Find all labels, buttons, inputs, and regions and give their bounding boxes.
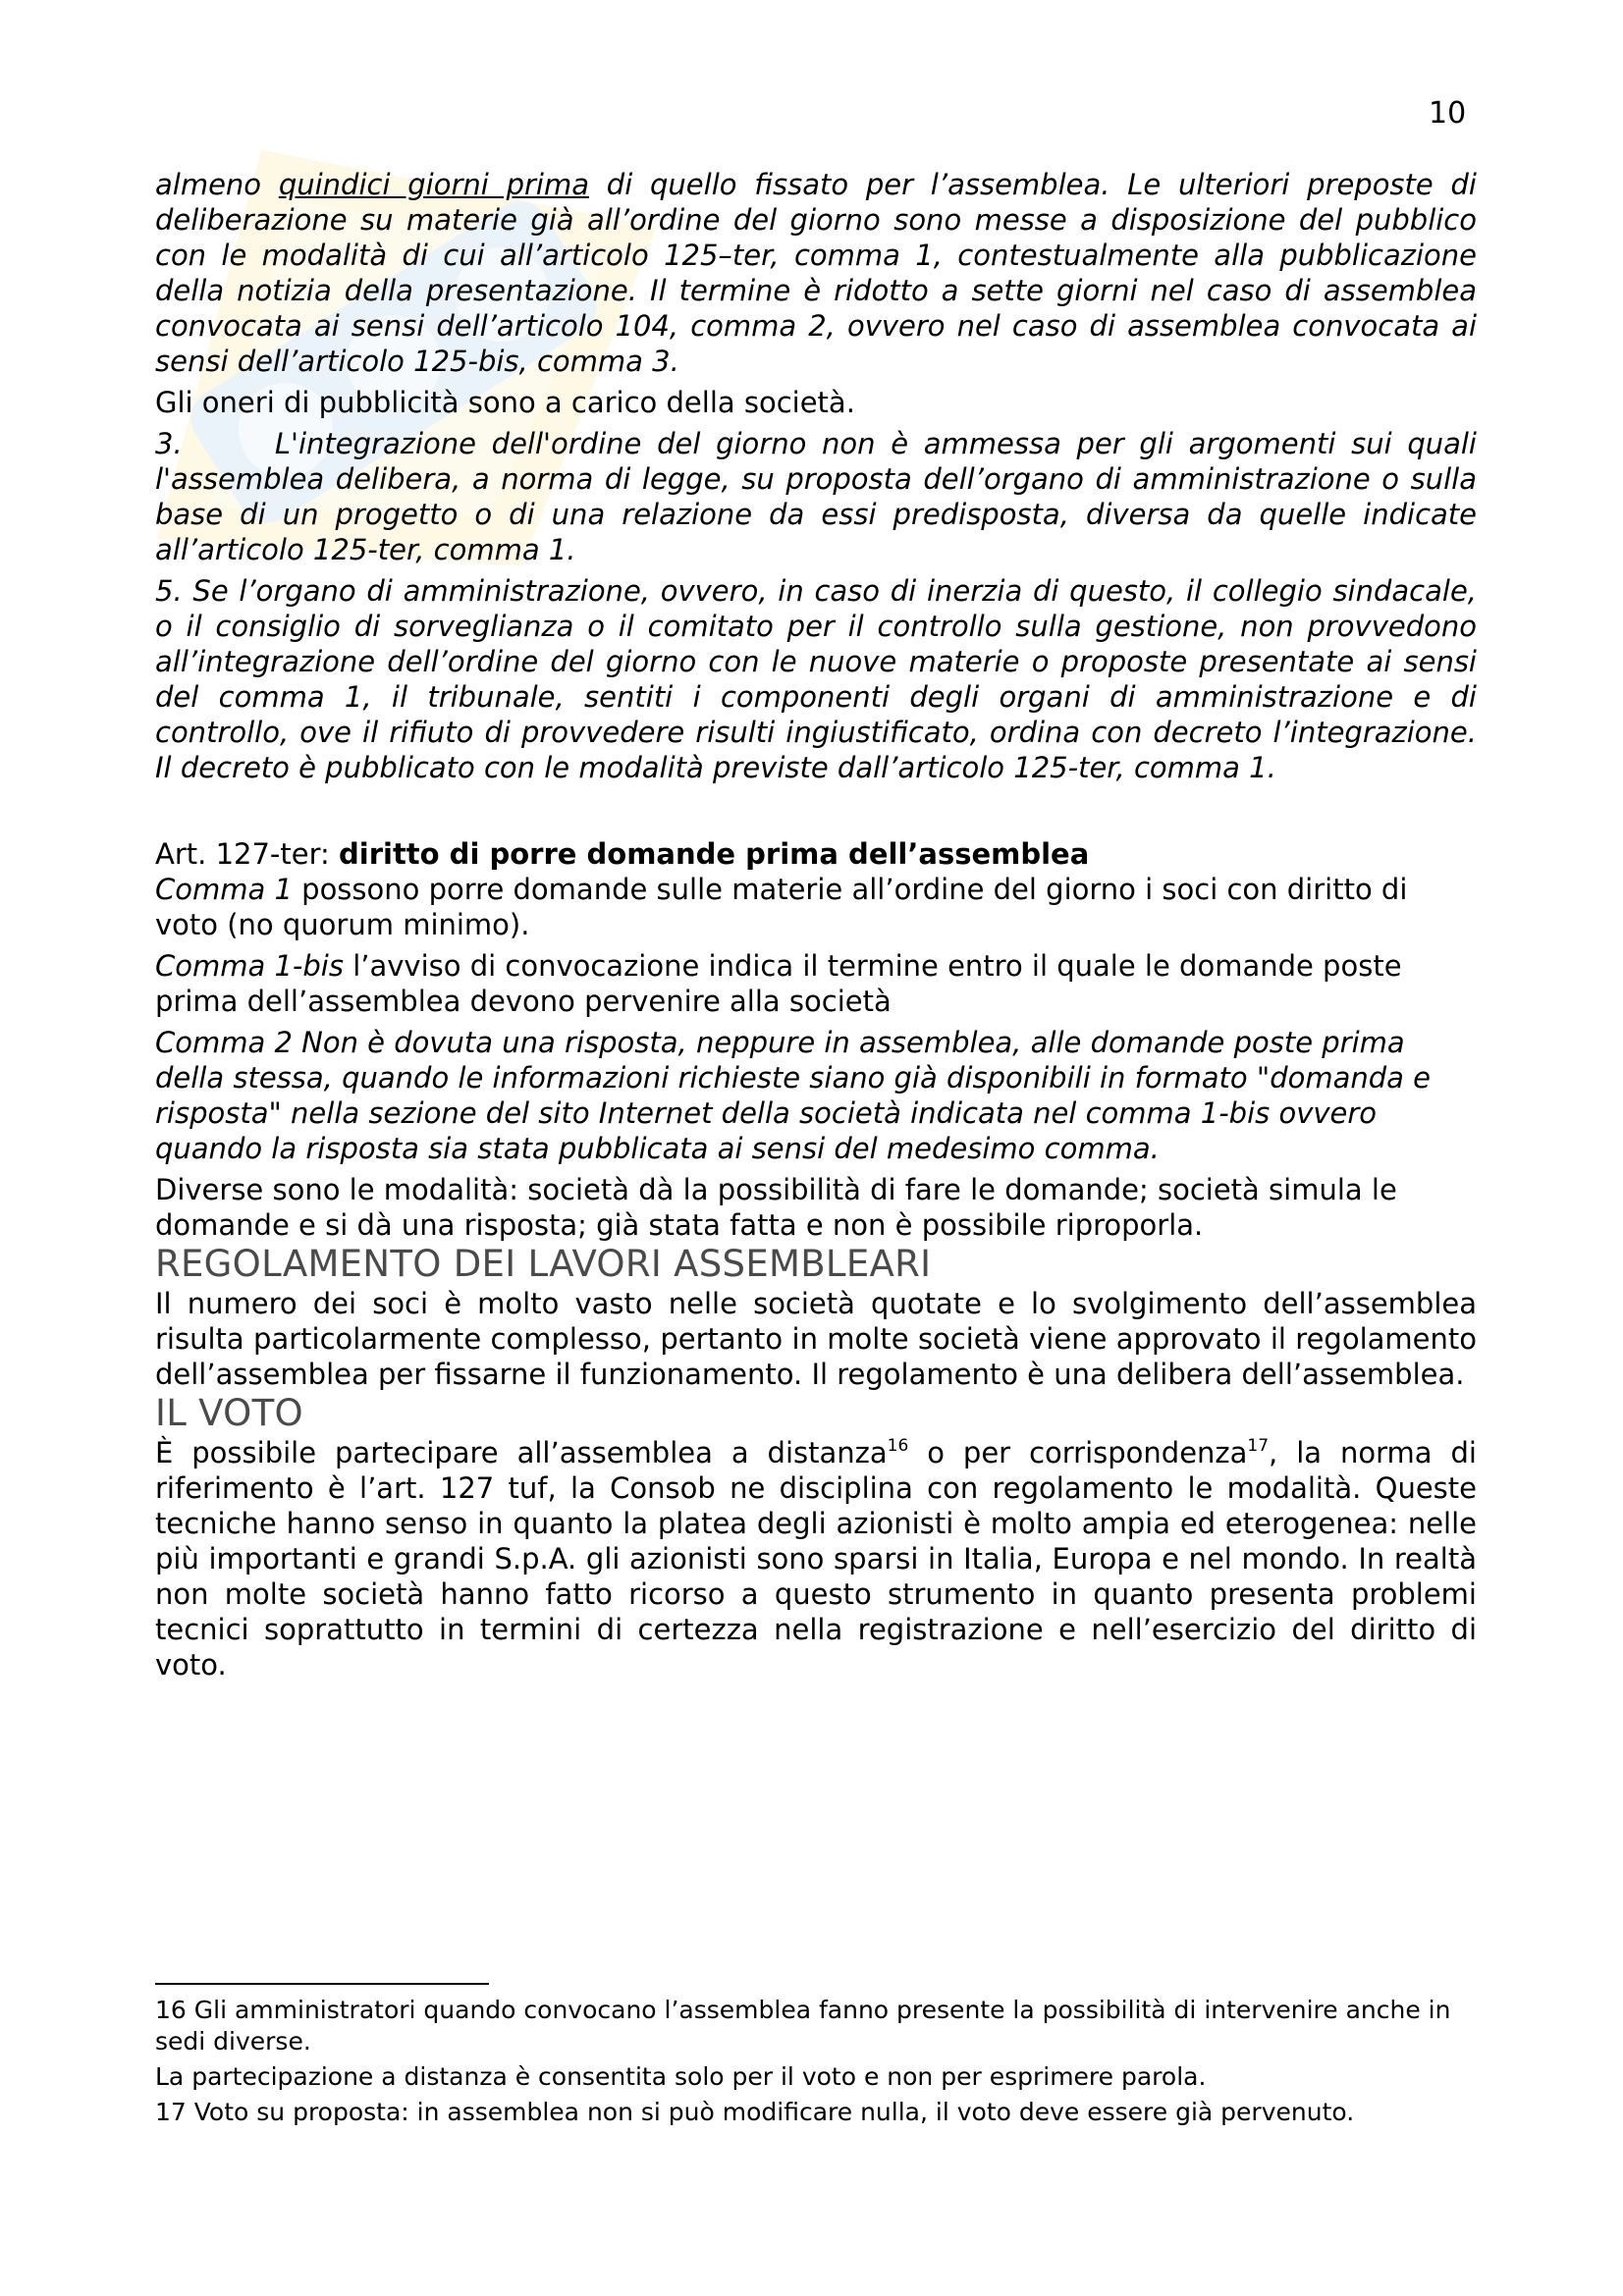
para-rest: di quello fissato per l’assemblea. Le ulteriori preposte di deliberazione su materie già all’ordine del giorno sono messe a disposizione del pubblico con le modalità di cui all’articolo 125–ter, comma 1, contestualmente alla pubblicazione della notizia della presentazione. Il termine è ridotto a sette giorni nel caso di assemblea convocata ai sensi dell’articolo 104, comma 2, ovvero nel caso di assemblea convocata ai sensi dell’articolo 125-bis, comma 3. xyxy=(155,168,1477,378)
article-prefix: Art. 127-ter: xyxy=(155,837,339,871)
paragraph-costs: Gli oneri di pubblicità sono a carico della società. xyxy=(155,386,855,419)
paragraph-3-text: L'integrazione dell'ordine del giorno non è ammessa per gli argomenti sui quali l'assemblea delibera, a norma di legge, su proposta dell’organo di amministrazione o sulla base di un progetto o di una relazione da essi predisposta, diversa da quelle indicate all’articolo 125-ter, comma 1. xyxy=(155,427,1477,566)
page-number: 10 xyxy=(1429,96,1467,131)
comma-1-bis-text: l’avviso di convocazione indica il termine entro il quale le domande poste prima dell’assemblea devono pervenire alla società xyxy=(155,949,1402,1018)
footnote-separator xyxy=(155,1983,489,1985)
comma-1-bis-label: Comma 1-bis xyxy=(155,949,344,983)
comma-1 xyxy=(155,872,1477,942)
article-heading xyxy=(155,836,1477,872)
section-heading-regolamento: REGOLAMENTO DEI LAVORI ASSEMBLEARI xyxy=(155,1243,932,1285)
voto-paragraph xyxy=(155,1435,1477,1682)
footnote-17: 17 Voto su proposta: in assemblea non si può modificare nulla, il voto deve essere già pervenuto. xyxy=(155,2098,1355,2126)
footnote-16-continued: La partecipazione a distanza è consentita solo per il voto e non per esprimere parola. xyxy=(155,2062,1207,2091)
voto-text-c: , la norma di riferimento è l’art. 127 tuf, la Consob ne disciplina con regolamento le modalità. Queste tecniche hanno senso in quanto la platea degli azionisti è molto ampia ed eterogenea: nelle più importanti e grandi S.p.A. gli azionisti sono sparsi in Italia, Europa e nel mondo. In realtà non molte società hanno fatto ricorso a questo strumento in quanto presenta problemi tecnici soprattutto in termini di certezza nella registrazione e nell’esercizio del diritto di voto. xyxy=(155,1436,1477,1682)
article-title: diritto di porre domande prima dell’assemblea xyxy=(339,837,1090,871)
paragraph-term xyxy=(155,167,1477,379)
paragraph-3 xyxy=(155,426,1477,567)
underlined-deadline: quindici giorni prima xyxy=(278,168,590,201)
paragraph-5: 5. Se l’organo di amministrazione, ovvero, in caso di inerzia di questo, il collegio sindacale, o il consiglio di sorveglianza o il comitato per il controllo sulla gestione, non provvedono all’integrazione dell’ordine del giorno con le nuove materie o proposte presentate ai sensi del comma 1, il tribunale, sentiti i componenti degli organi di amministrazione e di controllo, ove il rifiuto di provvedere risulti ingiustificato, ordina con decreto l’integrazione. Il decreto è pubblicato con le modalità previste dall’articolo 125-ter, comma 1. xyxy=(155,574,1477,784)
modalita-paragraph: Diverse sono le modalità: società dà la possibilità di fare le domande; società simula le domande e si dà una risposta; già stata fatta e non è possibile riproporla. xyxy=(155,1173,1397,1242)
page-content xyxy=(155,167,1477,1682)
comma-2: Comma 2 Non è dovuta una risposta, neppure in assemblea, alle domande poste prima della stessa, quando le informazioni richieste siano già disponibili in formato "domanda e risposta" nella sezione del sito Internet della società indicata nel comma 1-bis ovvero quando la risposta sia stata pubblicata ai sensi del medesimo comma. xyxy=(155,1026,1431,1165)
footnotes xyxy=(155,1995,1477,2132)
footnote-ref-16[interactable]: 16 xyxy=(887,1436,909,1456)
voto-text-b: o per corrispondenza xyxy=(908,1436,1248,1469)
voto-text-a: È possibile partecipare all’assemblea a distanza xyxy=(155,1436,888,1469)
section-heading-voto: IL VOTO xyxy=(155,1392,303,1434)
regolamento-paragraph: Il numero dei soci è molto vasto nelle società quotate e lo svolgimento dell’assemblea risulta particolarmente complesso, pertanto in molte società viene approvato il regolamento dell’assemblea per fissarne il funzionamento. Il regolamento è una delibera dell’assemblea. xyxy=(155,1287,1477,1391)
paragraph-number: 3. xyxy=(155,427,183,460)
footnote-ref-17[interactable]: 17 xyxy=(1247,1436,1270,1456)
comma-1-label: Comma 1 xyxy=(155,873,293,906)
comma-1-text: possono porre domande sulle materie all’ordine del giorno i soci con diritto di voto (no quorum minimo). xyxy=(155,873,1408,941)
para-prefix: almeno xyxy=(155,168,279,201)
footnote-16: 16 Gli amministratori quando convocano l’assemblea fanno presente la possibilità di intervenire anche in sedi diverse. xyxy=(155,1996,1451,2056)
comma-1-bis xyxy=(155,948,1477,1019)
